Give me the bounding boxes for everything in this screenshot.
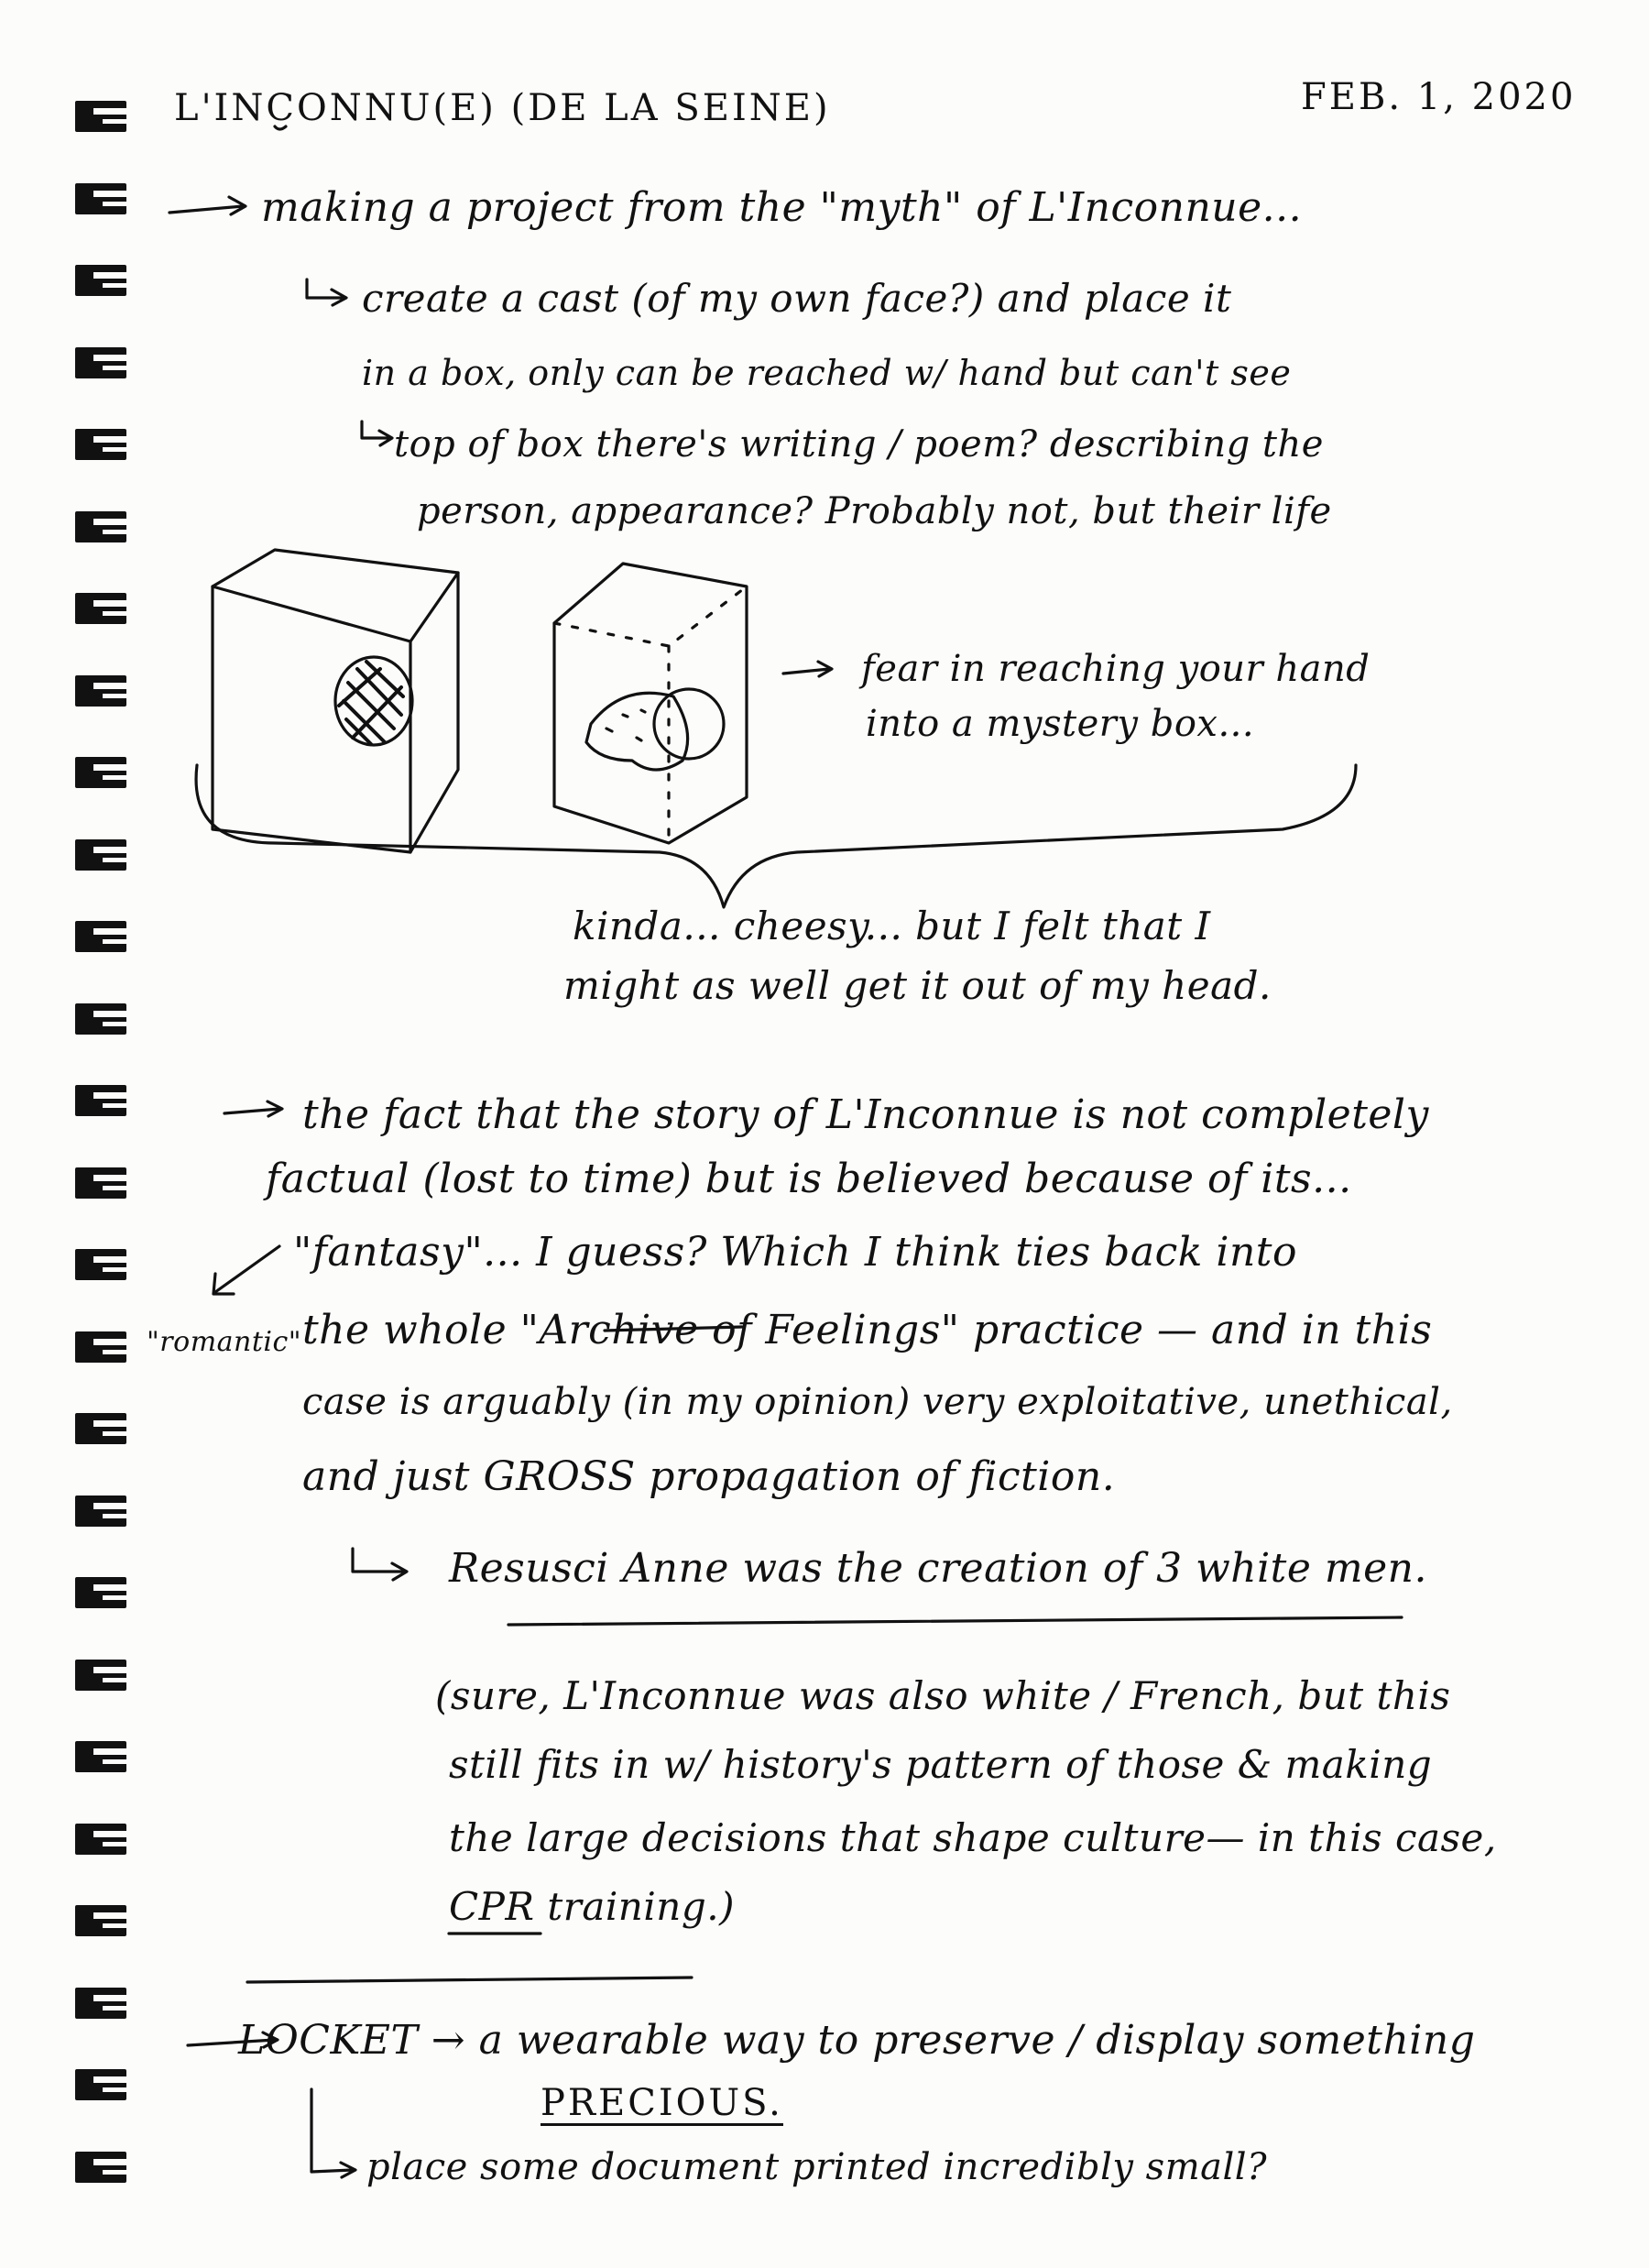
section3-sub-line: place some document printed incredibly small? [366,2146,1268,2188]
section1-sub2-line1: top of box there's writing / poem? describing the [394,423,1324,466]
open-box-sketch [554,564,747,843]
spiral-ring [75,511,126,542]
page-title: L'INCONNU(E) (DE LA SEINE) [174,87,831,129]
brace-note-line2: might as well get it out of my head. [563,963,1272,1008]
paren-line4: CPR training.) [449,1884,735,1929]
section2-line5: case is arguably (in my opinion) very exploitative, unethical, [302,1381,1453,1423]
spiral-ring [75,1496,126,1527]
spiral-ring [75,265,126,296]
spiral-ring [75,1249,126,1280]
arrow-icon [224,1101,282,1116]
hook-arrow-icon [307,279,346,305]
arrow-icon [169,197,246,214]
spiral-ring [75,2069,126,2100]
spiral-ring [75,921,126,952]
sketch-note-line2: into a mystery box... [866,703,1255,745]
margin-arrow-icon [213,1246,279,1294]
spiral-ring [75,757,126,788]
spiral-ring [75,839,126,871]
spiral-binding [75,101,130,2236]
spiral-ring [75,347,126,378]
section2-line4: the whole "Archive of Feelings" practice — and in this [302,1307,1433,1353]
section2-line6: and just GROSS propagation of fiction. [302,1453,1116,1500]
spiral-ring [75,1085,126,1116]
hook-arrow-icon [362,422,392,445]
section1-sub1-line1: create a cast (of my own face?) and place it [362,276,1232,321]
section1-sub1-line2: in a box, only can be reached w/ hand but can't see [362,353,1292,393]
underline-mark [508,1617,1402,1625]
paren-line1: (sure, L'Inconnue was also white / French, but this [435,1673,1451,1718]
section1-sub2-line2: person, appearance? Probably not, but their life [417,490,1332,532]
margin-note-romantic: "romantic" [147,1326,302,1358]
arrow-icon [783,662,832,676]
spiral-ring [75,1413,126,1444]
paren-line3: the large decisions that shape culture— in this case, [449,1815,1497,1860]
paren-line2: still fits in w/ history's pattern of those & making [449,1742,1433,1787]
hook-arrow-icon [311,2089,355,2177]
spiral-ring [75,429,126,460]
spiral-ring [75,1577,126,1608]
section3-line1: LOCKET → a wearable way to preserve / display something [238,2017,1476,2064]
spiral-ring [75,1824,126,1855]
divider-line [247,1978,692,1982]
section2-line1: the fact that the story of L'Inconnue is not completely [302,1091,1429,1138]
spiral-ring [75,183,126,214]
spiral-ring [75,1331,126,1363]
section2-sub-line: Resusci Anne was the creation of 3 white men. [449,1545,1427,1592]
spiral-ring [75,1660,126,1691]
section2-line3: "fantasy"... I guess? Which I think ties back into [293,1229,1297,1276]
spiral-ring [75,2152,126,2183]
spiral-ring [75,1003,126,1035]
hook-arrow-icon [353,1549,407,1580]
curly-brace [196,765,1356,907]
closed-box-sketch [213,550,458,852]
section3-emphasis: PRECIOUS. [541,2082,783,2124]
spiral-ring [75,675,126,707]
spiral-ring [75,1741,126,1772]
page-date: FEB. 1, 2020 [1301,76,1577,118]
spiral-ring [75,1905,126,1936]
section1-lead: making a project from the "myth" of L'Inconnue... [261,184,1303,231]
spiral-ring [75,593,126,624]
spiral-ring [75,1988,126,2019]
spiral-ring [75,1167,126,1199]
brace-note-line1: kinda... cheesy... but I felt that I [573,904,1211,948]
sketch-note-line1: fear in reaching your hand [861,648,1371,690]
spiral-ring [75,101,126,132]
section2-line2: factual (lost to time) but is believed because of its... [266,1156,1352,1202]
